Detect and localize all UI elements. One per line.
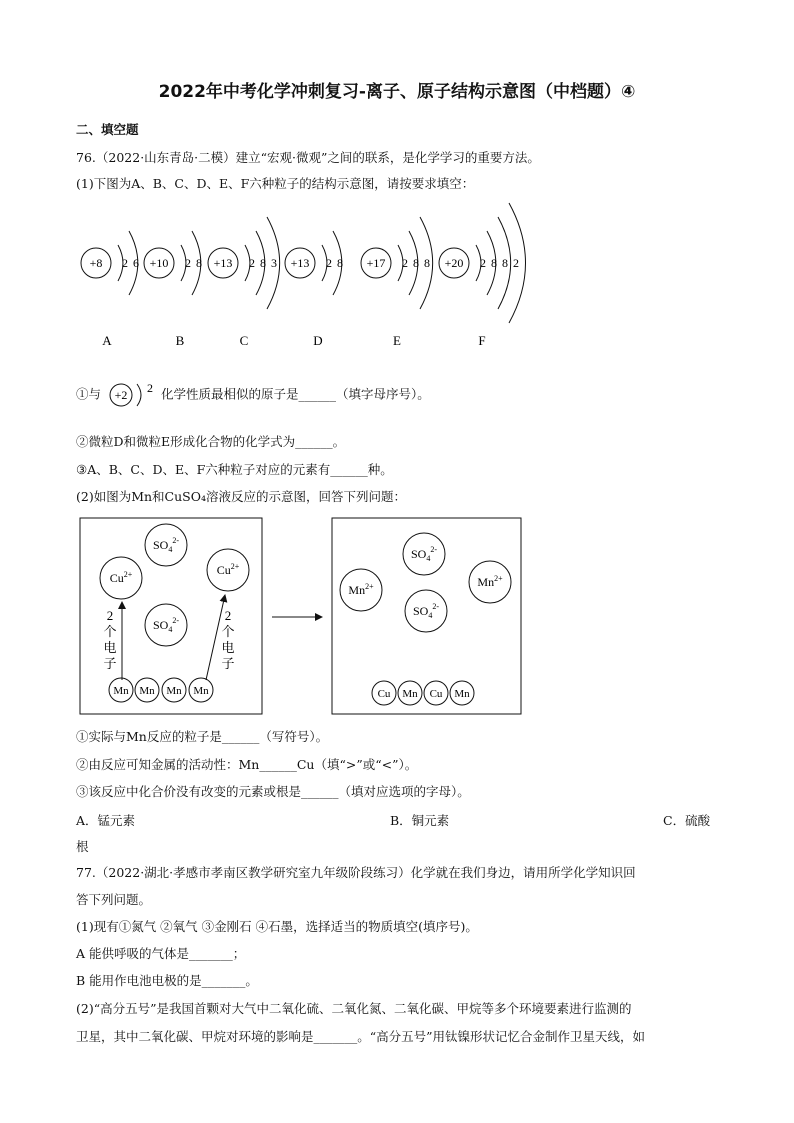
left-so4-ion-top (145, 524, 187, 566)
shell-electron-count: 2 (402, 256, 408, 270)
right-so4-ion-bottom (405, 590, 447, 632)
particle-a (81, 231, 139, 295)
option-a: A．锰元素 (76, 813, 136, 828)
option-c: C．硫酸 (663, 813, 711, 828)
left-cu-ion-1 (100, 557, 142, 599)
svg-text:Mn: Mn (113, 685, 129, 697)
q77-stem-1: 77.（2022·湖北·孝感市孝南区教学研究室九年级阶段练习）化学就在我们身边，请用所学化学知识回 (76, 865, 636, 880)
nucleus-charge: +13 (213, 256, 233, 270)
particle-letter: F (478, 333, 486, 348)
q76-part1: (1)下图为A、B、C、D、E、F六种粒子的结构示意图，请按要求填空： (76, 176, 475, 191)
q77-stem-2: 答下列问题。 (76, 892, 152, 907)
option-b: B．铜元素 (390, 813, 450, 828)
electron-label-char: 2 (106, 608, 114, 623)
particle-letter: C (239, 333, 249, 348)
shell-electron-count: 6 (133, 256, 139, 270)
right-so4-ion-top (403, 533, 445, 575)
electron-label-2 (221, 608, 234, 671)
nucleus-charge: +10 (149, 256, 169, 270)
shell-electron-count: 8 (491, 256, 497, 270)
q77-sub-b: B 能用作电池电极的是_______。 (76, 973, 258, 988)
shell-electron-count: 2 (122, 256, 128, 270)
sub1-shell: 2 (147, 382, 153, 395)
q76-stem: 76.（2022·山东青岛·二模）建立“宏观·微观”之间的联系，是化学学习的重要方法。 (76, 150, 540, 165)
svg-text:SO42-: $SO_4^{2-}$ (152, 616, 180, 634)
atomic-structure-diagrams (0, 195, 794, 355)
mn-atom (398, 681, 422, 705)
svg-text:SO42-: $SO_4^{2-}$ (412, 602, 440, 620)
cu-atom (372, 681, 396, 705)
q77-sub-a: A 能供呼吸的气体是_______； (76, 946, 246, 961)
svg-text:Mn: Mn (402, 688, 418, 700)
svg-text:SO42-: $SO_4^{2-}$ (410, 545, 438, 563)
left-cu-ion-2 (207, 549, 249, 591)
svg-text:Mn: Mn (166, 685, 182, 697)
particle-b (144, 231, 202, 295)
shell-electron-count: 2 (513, 256, 519, 270)
q76-sub4: ①实际与Mn反应的粒子是______（写符号）。 (76, 729, 329, 744)
svg-text:Mn: Mn (193, 685, 209, 697)
shell-electron-count: 8 (413, 256, 419, 270)
svg-text:Cu: Cu (377, 688, 391, 700)
svg-text:Mn: Mn (454, 688, 470, 700)
cu-atom (424, 681, 448, 705)
reaction-diagram (0, 510, 794, 720)
svg-text:Cu2+: $Cu^{2+}$ (216, 562, 240, 577)
sub1-nucleus: +2 (114, 388, 128, 402)
sub1-prefix: ①与 (76, 386, 102, 402)
q76-sub1 (76, 382, 430, 408)
nucleus-charge: +17 (366, 256, 386, 270)
q76-part2: (2)如图为Mn和CuSO₄溶液反应的示意图，回答下列问题： (76, 489, 406, 504)
shell-electron-count: 2 (480, 256, 486, 270)
q76-sub5: ②由反应可知金属的活动性：Mn______Cu（填“>”或“<”）。 (76, 757, 418, 772)
electron-label-char: 2 (224, 608, 232, 623)
nucleus-charge: +8 (89, 256, 103, 270)
q77-part1: (1)现有①氮气 ②氧气 ③金刚石 ④石墨，选择适当的物质填空(填序号)。 (76, 919, 478, 934)
electron-label-char: 个 (103, 624, 117, 639)
q77-part2-line2: 卫星，其中二氧化碳、甲烷对环境的影响是_______。“高分五号”用钛镍形状记忆合金制作卫星天线，如 (76, 1029, 646, 1044)
electron-label-char: 电 (221, 640, 235, 655)
q77-part2-line1: (2)“高分五号”是我国首颗对大气中二氧化硫、二氧化氮、二氧化碳、甲烷等多个环境要素进行监测的 (76, 1001, 632, 1016)
shell-electron-count: 3 (271, 256, 277, 270)
shell-electron-count: 8 (260, 256, 266, 270)
q76-sub3: ③A、B、C、D、E、F六种粒子对应的元素有______种。 (76, 462, 393, 477)
mn-atom (109, 678, 133, 702)
nucleus-charge: +20 (444, 256, 464, 270)
right-bottom-atoms (372, 681, 474, 705)
svg-text:Cu: Cu (429, 688, 443, 700)
mn-atom (162, 678, 186, 702)
q76-sub2: ②微粒D和微粒E形成化合物的化学式为______。 (76, 434, 346, 449)
particle-d (285, 231, 343, 295)
electron-label-char: 个 (221, 624, 235, 639)
shell-electron-count: 8 (424, 256, 430, 270)
helium-structure-icon (107, 382, 155, 408)
section-heading: 二、填空题 (76, 122, 139, 137)
right-mn-ion-2 (469, 561, 511, 603)
shell-electron-count: 2 (185, 256, 191, 270)
particle-f (439, 203, 526, 323)
particle-letter: B (175, 333, 185, 348)
sub1-suffix: 化学性质最相似的原子是______（填字母序号）。 (160, 386, 430, 402)
svg-text:SO42-: $SO_4^{2-}$ (152, 536, 180, 554)
electron-label-1 (103, 608, 116, 671)
svg-text:Mn2+: $Mn^{2+}$ (348, 582, 374, 597)
particle-letter: E (393, 333, 401, 348)
particle-letter: D (313, 333, 323, 348)
mn-atom (189, 678, 213, 702)
left-mn-atoms (109, 678, 213, 702)
svg-text:Cu2+: $Cu^{2+}$ (109, 570, 133, 585)
shell-electron-count: 2 (326, 256, 332, 270)
option-c-cont: 根 (76, 839, 89, 854)
particle-letter: A (102, 333, 112, 348)
nucleus-charge: +13 (290, 256, 310, 270)
mn-atom (135, 678, 159, 702)
particle-c (208, 217, 280, 309)
electron-label-char: 子 (221, 656, 235, 671)
shell-electron-count: 8 (196, 256, 202, 270)
mn-atom (450, 681, 474, 705)
svg-text:Mn: Mn (139, 685, 155, 697)
particle-e (361, 217, 433, 309)
svg-text:Mn2+: $Mn^{2+}$ (477, 574, 503, 589)
page-title: 2022年中考化学冲刺复习-离子、原子结构示意图（中档题）④ (158, 82, 636, 102)
electron-label-char: 电 (103, 640, 117, 655)
q76-sub6: ③该反应中化合价没有改变的元素或根是______（填对应选项的字母）。 (76, 784, 470, 799)
right-mn-ion-1 (340, 569, 382, 611)
shell-electron-count: 8 (502, 256, 508, 270)
left-so4-ion-bottom (145, 604, 187, 646)
shell-electron-count: 8 (337, 256, 343, 270)
shell-electron-count: 2 (249, 256, 255, 270)
electron-label-char: 子 (103, 656, 117, 671)
